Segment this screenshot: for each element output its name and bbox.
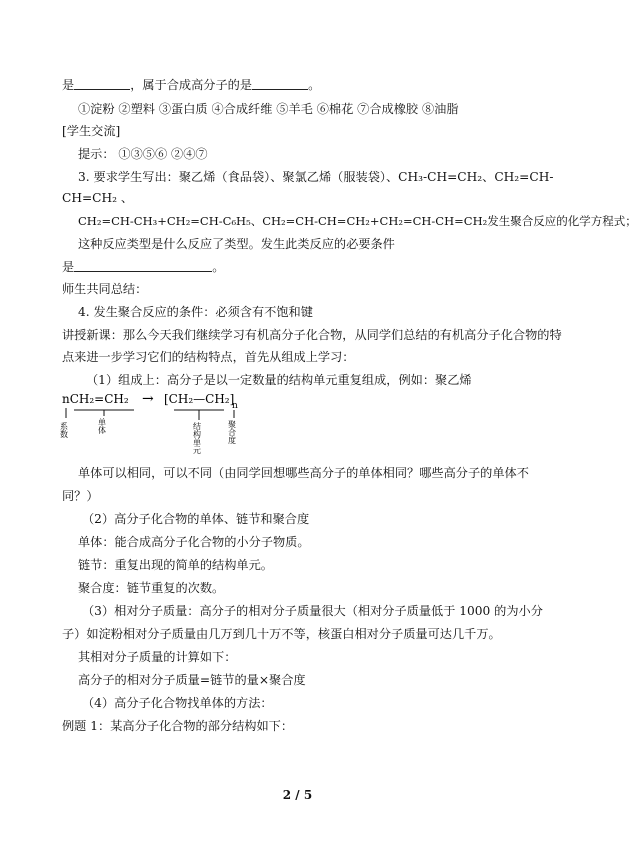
point-2: （2）高分子化合物的单体、链节和聚合度 [82,512,310,526]
point-4: 4. 发生聚合反应的条件：必须含有不饱和键 [78,305,313,319]
monomer-note-2: 同？） [62,489,99,503]
text: ，属于合成高分子的是 [130,78,253,92]
text: 是 [62,260,75,274]
degree-n: n [232,401,238,411]
monomer-note-1: 单体可以相同，可以不同（由同学回想哪些高分子的单体相同？哪些高分子的单体不 [78,466,529,480]
label-structural-unit: 结构单元 [192,422,202,454]
answer-line [62,259,224,275]
question-3-cont: CH=CH₂ 、 [62,191,134,205]
reaction-arrow: → [142,391,154,407]
line-1 [62,77,320,93]
point-1: （1）组成上：高分子是以一定数量的结构单元重复组成，例如：聚乙烯 [86,373,472,387]
section-label: [学生交流] [62,124,121,138]
lecture-line-1: 讲授新课：那么今天我们继续学习有机高分子化合物，从同学们总结的有机高分子化合物的特 [62,328,562,342]
point-3-cont: 子）如淀粉相对分子质量由几万到几十万不等，核蛋白相对分子质量可达几千万。 [62,627,501,641]
page-number: 2 / 5 [282,788,313,802]
equation-line: CH₂=CH-CH₃+CH₂=CH-C₆H₅、CH₂=CH-CH=CH₂+CH₂=CH-CH=CH₂发生聚合反应的化学方程式； [78,214,637,228]
text: 。 [308,78,321,92]
label-degree: 聚合度 [227,420,237,444]
label-monomer: 单体 [97,418,107,434]
fill-blank [252,77,308,90]
text: 是 [62,78,75,92]
fill-blank [74,259,212,272]
fill-blank [74,77,130,90]
left-formula: nCH₂=CH₂ [62,392,129,406]
definition-monomer: 单体：能合成高分子化合物的小分子物质。 [78,535,310,549]
example-1: 例题 1：某高分子化合物的部分结构如下： [62,719,294,733]
point-4-method: （4）高分子化合物找单体的方法： [82,696,273,710]
lecture-line-2: 点来进一步学习它们的结构特点，首先从组成上学习： [62,350,355,364]
text: 。 [212,260,225,274]
options-line: ①淀粉 ②塑料 ③蛋白质 ④合成纤维 ⑤羊毛 ⑥棉花 ⑦合成橡胶 ⑧油脂 [78,102,459,116]
label-coefficient: 系数 [59,422,69,438]
summary-heading: 师生共同总结： [62,282,148,296]
calc-formula: 高分子的相对分子质量=链节的量×聚合度 [78,673,306,687]
right-formula: [CH₂—CH₂] [164,392,235,406]
polyethylene-diagram [59,388,392,454]
definition-degree: 聚合度：链节重复的次数。 [78,581,225,595]
point-3: （3）相对分子质量：高分子的相对分子质量很大（相对分子质量低于 1000 的为小分 [82,604,543,618]
calc-heading: 其相对分子质量的计算如下： [78,650,237,664]
question-3-line: 3. 要求学生写出：聚乙烯（食品袋）、聚氯乙烯（服装袋）、CH₃-CH=CH₂、CH₂=CH- [78,170,554,184]
hint-line: 提示： ①③⑤⑥ ②④⑦ [78,147,208,161]
definition-chain-unit: 链节：重复出现的简单的结构单元。 [78,558,273,572]
question-line: 这种反应类型是什么反应了类型。发生此类反应的必要条件 [78,237,395,251]
